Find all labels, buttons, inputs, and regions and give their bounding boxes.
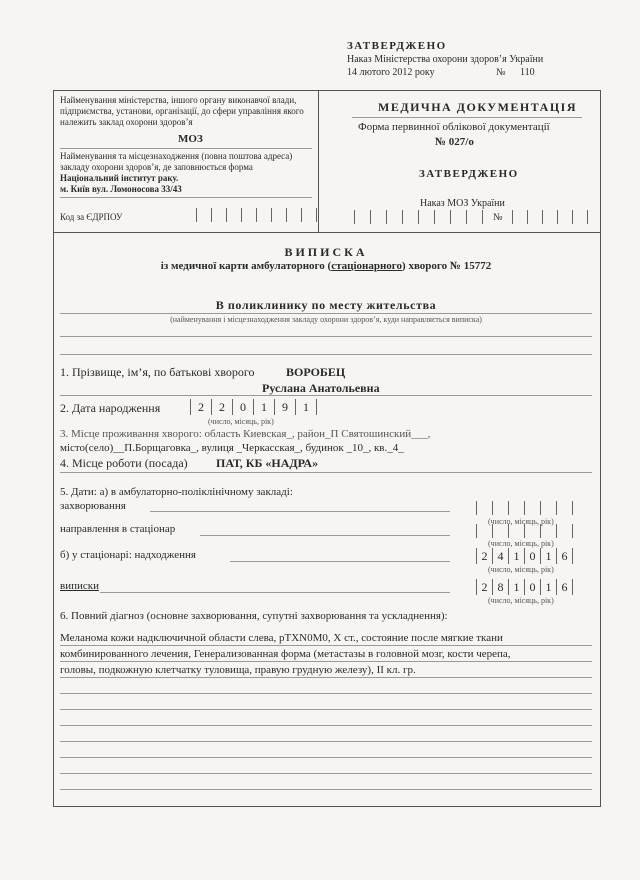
disease-date-cells [476,501,573,515]
diagnosis-rule [60,661,592,662]
doc-subtitle-post: ) хворого № 15772 [402,260,492,272]
destination-line-3 [60,354,592,355]
admission-date-digits [476,548,573,564]
diagnosis-rule [60,773,592,774]
approval-title: ЗАТВЕРДЖЕНО [347,40,447,52]
residence-line-2: місто(село)__П.Борщаговка_, вулиця _Черкасская_, будинок _10_, кв._4_ [60,442,404,454]
doc-title: ВИПИСКА [284,245,368,259]
discharge-date-line [100,592,450,593]
diagnosis-rule [60,709,592,710]
destination-caption: (найменування і місцезнаходження закладу охорони здоров’я, куди направляється виписка) [170,315,482,324]
form-label: Форма первинної облікової документації [358,121,550,133]
destination-line [60,313,592,314]
birth-digit: 0 [232,399,253,415]
destination-line-2 [60,336,592,337]
approval-date: 14 лютого 2012 року [347,67,435,78]
birth-digit: 1 [295,399,317,415]
medical-doc-line [352,117,582,118]
approval-num: 110 [520,67,535,78]
birth-digit: 2 [190,399,211,415]
diagnosis-line-1: Меланома кожи надключичной области слева, pTXN0M0, X ст., состояние после мягкие ткани [60,632,503,644]
diagnosis-line-3: головы, подкожную клетчатку туловища, правую грудную железу), II кл. гр. [60,664,416,676]
discharge-digit: 8 [492,579,508,595]
diagnosis-line-2: комбинированного лечения, Генерализованная форма (метастазы в головной мозг, кости черепа, [60,648,511,660]
institution-label-text: Найменування та місцезнаходження (повна поштова адреса) закладу охорони здоров’я, де заповнюється форма [60,151,293,172]
workplace-value: ПАТ, КБ «НАДРА» [216,456,319,470]
ministry-label: Найменування міністерства, іншого органу виконавчої влади, підприємства, установи, організації, до сфери управління якого належить заклад охорони здоров’я [60,95,304,127]
birth-date-caption: (число, місяць, рік) [208,417,274,426]
order-num-label: № [493,212,503,223]
approval-num-label: № [496,67,506,78]
admission-digit: 1 [540,548,556,564]
referral-date-caption: (число, місяць, рік) [488,539,554,548]
admission-date-label: б) у стаціонарі: надходження [60,549,196,561]
edrpou-label: Код за ЄДРПОУ [60,212,123,222]
header-split [318,90,319,232]
institution-label [60,151,312,184]
dates-label: 5. Дати: а) в амбулаторно-поліклінічному закладі: [60,486,293,498]
admission-digit: 4 [492,548,508,564]
admission-digit: 6 [556,548,573,564]
order-date-cells [354,210,483,224]
destination-value: В поликлинику по месту жительства [215,298,437,312]
diagnosis-rule [60,677,592,678]
disease-date-label: захворювання [60,500,126,512]
admission-date-line [230,561,450,562]
patient-name-label: 1. Прізвище, ім’я, по батькові хворого [60,365,255,379]
field1-line [60,395,592,396]
discharge-date-digits [476,579,573,595]
doc-subtitle-underlined: стаціонарного [331,260,403,272]
diagnosis-label: 6. Повний діагноз (основне захворювання, супутні захворювання та ускладнення): [60,610,448,622]
admission-digit: 1 [508,548,524,564]
birth-digit: 9 [274,399,295,415]
birth-date-label: 2. Дата народження [60,401,161,415]
form-number: № 027/о [435,136,474,148]
discharge-digit: 1 [508,579,524,595]
ministry-value: МОЗ [178,133,203,145]
discharge-digit: 1 [540,579,556,595]
institution-line [60,197,312,198]
residence-line-1: 3. Місце проживання хворого: область Киевская_, район_П Святошинский___, [60,428,431,440]
discharge-digit: 2 [476,579,492,595]
discharge-date-caption: (число, місяць, рік) [488,596,554,605]
discharge-digit: 6 [556,579,573,595]
referral-date-label: направлення в стаціонар [60,523,176,535]
institution-name: Національний інститут раку. [60,173,179,183]
admission-digit: 2 [476,548,492,564]
referral-date-line [200,535,450,536]
birth-date-digits [190,399,317,415]
disease-date-caption: (число, місяць, рік) [488,517,554,526]
birth-digit: 2 [211,399,232,415]
institution-address: м. Київ вул. Ломоносова 33/43 [60,184,182,194]
moz-order: Наказ МОЗ України [420,198,505,209]
patient-surname: ВОРОБЕЦ [286,365,346,379]
workplace-label: 4. Місце роботи (посада) [60,456,188,470]
doc-subtitle [0,260,640,272]
admission-digit: 0 [524,548,540,564]
birth-digit: 1 [253,399,274,415]
referral-date-cells [476,524,573,538]
discharge-digit: 0 [524,579,540,595]
order-num-cells [512,210,588,224]
diagnosis-rule [60,693,592,694]
admission-date-caption: (число, місяць, рік) [488,565,554,574]
right-approved: ЗАТВЕРДЖЕНО [419,168,519,180]
field4-line [60,472,592,473]
diagnosis-rule [60,645,592,646]
header-divider [53,232,600,233]
diagnosis-rule [60,757,592,758]
approval-order: Наказ Міністерства охорони здоров’я України [347,54,544,65]
discharge-date-label: виписки [60,580,99,592]
disease-date-line [150,511,450,512]
diagnosis-rule [60,725,592,726]
medical-doc-title: МЕДИЧНА ДОКУМЕНТАЦІЯ [378,100,577,114]
doc-subtitle-pre: із медичної карти амбулаторного ( [160,260,332,272]
diagnosis-rule [60,789,592,790]
patient-given-names: Руслана Анатольевна [262,381,380,395]
diagnosis-rule [60,741,592,742]
edrpou-cells [196,208,317,222]
ministry-line [60,148,312,149]
